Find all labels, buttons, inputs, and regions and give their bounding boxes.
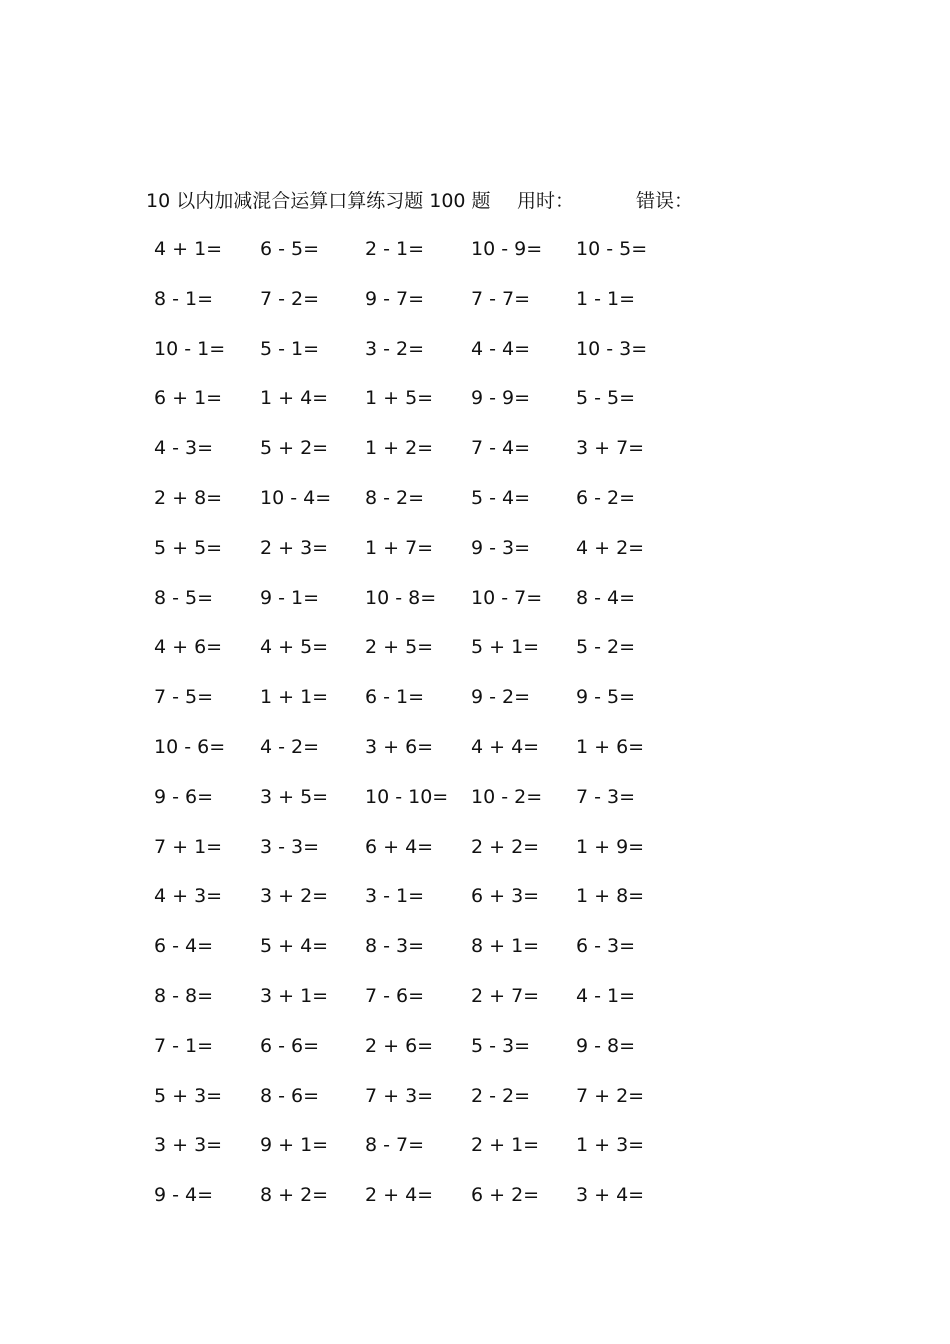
problem-row <box>146 1178 706 1228</box>
problem-row <box>146 282 706 332</box>
problem-cell: 9 - 9= <box>471 387 531 410</box>
problem-cell: 4 + 2= <box>576 536 645 559</box>
problem-cell: 1 + 5= <box>365 387 434 410</box>
problem-cell: 4 + 5= <box>260 636 329 659</box>
problem-cell: 3 + 5= <box>260 785 329 808</box>
problem-cell: 9 - 4= <box>154 1184 214 1207</box>
problem-row <box>146 1079 706 1129</box>
problem-row <box>146 780 706 830</box>
problem-cell: 5 + 1= <box>471 636 540 659</box>
problem-cell: 8 - 1= <box>154 287 214 310</box>
problem-row <box>146 879 706 929</box>
problem-cell: 2 - 2= <box>471 1084 531 1107</box>
problem-row <box>146 481 706 531</box>
problem-grid <box>146 232 706 1228</box>
problem-cell: 4 + 1= <box>154 238 223 260</box>
problem-cell: 4 - 1= <box>576 984 636 1007</box>
problem-cell: 7 - 2= <box>260 287 320 310</box>
problem-cell: 2 + 3= <box>260 536 329 559</box>
problem-cell: 6 - 2= <box>576 486 636 509</box>
problem-cell: 10 - 4= <box>260 486 332 509</box>
problem-cell: 3 + 3= <box>154 1134 223 1157</box>
problem-cell: 1 + 4= <box>260 387 329 410</box>
problem-cell: 6 + 1= <box>154 387 223 410</box>
problem-cell: 7 - 3= <box>576 785 636 808</box>
problem-cell: 4 - 2= <box>260 735 320 758</box>
problem-cell: 5 - 5= <box>576 387 636 410</box>
worksheet-header <box>146 187 866 215</box>
problem-cell: 10 - 1= <box>154 337 226 360</box>
problem-row <box>146 680 706 730</box>
problem-cell: 4 + 6= <box>154 636 223 659</box>
problem-cell: 5 - 4= <box>471 486 531 509</box>
problem-cell: 3 + 4= <box>576 1184 645 1207</box>
problem-cell: 2 + 7= <box>471 984 540 1007</box>
problem-cell: 6 - 4= <box>154 935 214 958</box>
problem-cell: 1 - 1= <box>576 287 636 310</box>
problem-cell: 9 - 3= <box>471 536 531 559</box>
problem-cell: 2 + 5= <box>365 636 434 659</box>
problem-cell: 8 + 1= <box>471 935 540 958</box>
problem-cell: 3 + 1= <box>260 984 329 1007</box>
problem-cell: 9 + 1= <box>260 1134 329 1157</box>
problem-row <box>146 531 706 581</box>
problem-row <box>146 979 706 1029</box>
problem-cell: 8 - 2= <box>365 486 425 509</box>
problem-cell: 7 - 1= <box>154 1034 214 1057</box>
problem-cell: 9 - 6= <box>154 785 214 808</box>
problem-cell: 3 + 2= <box>260 885 329 908</box>
problem-cell: 10 - 10= <box>365 785 449 808</box>
problem-cell: 8 - 7= <box>365 1134 425 1157</box>
problem-cell: 1 + 9= <box>576 835 645 858</box>
problem-cell: 10 - 9= <box>471 238 543 260</box>
problem-cell: 7 + 3= <box>365 1084 434 1107</box>
problem-cell: 7 - 4= <box>471 437 531 460</box>
problem-cell: 10 - 8= <box>365 586 437 609</box>
problem-row <box>146 431 706 481</box>
problem-row <box>146 630 706 680</box>
problem-row <box>146 381 706 431</box>
problem-cell: 5 - 2= <box>576 636 636 659</box>
problem-cell: 7 - 7= <box>471 287 531 310</box>
problem-cell: 10 - 5= <box>576 238 648 260</box>
problem-cell: 6 + 4= <box>365 835 434 858</box>
problem-cell: 9 - 8= <box>576 1034 636 1057</box>
problem-cell: 1 + 1= <box>260 686 329 709</box>
problem-cell: 3 - 1= <box>365 885 425 908</box>
problem-cell: 6 + 3= <box>471 885 540 908</box>
problem-cell: 1 + 8= <box>576 885 645 908</box>
problem-row <box>146 830 706 880</box>
problem-cell: 3 - 3= <box>260 835 320 858</box>
problem-cell: 3 - 2= <box>365 337 425 360</box>
problem-cell: 10 - 3= <box>576 337 648 360</box>
problem-row <box>146 1128 706 1178</box>
problem-cell: 9 - 1= <box>260 586 320 609</box>
problem-cell: 1 + 7= <box>365 536 434 559</box>
errors-label: 错误： <box>636 190 694 212</box>
problem-cell: 4 + 3= <box>154 885 223 908</box>
problem-cell: 8 - 3= <box>365 935 425 958</box>
problem-cell: 6 - 1= <box>365 686 425 709</box>
problem-cell: 2 + 6= <box>365 1034 434 1057</box>
problem-cell: 2 - 1= <box>365 238 425 260</box>
problem-cell: 8 + 2= <box>260 1184 329 1207</box>
problem-row <box>146 730 706 780</box>
problem-cell: 1 + 2= <box>365 437 434 460</box>
problem-cell: 6 - 6= <box>260 1034 320 1057</box>
worksheet-title: 10 以内加减混合运算口算练习题 100 题 <box>146 190 491 212</box>
problem-row <box>146 929 706 979</box>
problem-cell: 7 + 2= <box>576 1084 645 1107</box>
problem-cell: 8 - 8= <box>154 984 214 1007</box>
problem-cell: 10 - 2= <box>471 785 543 808</box>
problem-row <box>146 232 706 282</box>
problem-cell: 9 - 7= <box>365 287 425 310</box>
problem-cell: 3 + 7= <box>576 437 645 460</box>
problem-cell: 2 + 4= <box>365 1184 434 1207</box>
problem-cell: 1 + 3= <box>576 1134 645 1157</box>
problem-cell: 7 - 6= <box>365 984 425 1007</box>
time-label: 用时： <box>517 190 575 212</box>
problem-cell: 1 + 6= <box>576 735 645 758</box>
problem-cell: 8 - 4= <box>576 586 636 609</box>
problem-cell: 9 - 5= <box>576 686 636 709</box>
problem-cell: 5 + 4= <box>260 935 329 958</box>
problem-row <box>146 1029 706 1079</box>
problem-cell: 9 - 2= <box>471 686 531 709</box>
problem-row <box>146 581 706 631</box>
problem-cell: 8 - 6= <box>260 1084 320 1107</box>
problem-cell: 5 + 3= <box>154 1084 223 1107</box>
problem-cell: 3 + 6= <box>365 735 434 758</box>
problem-cell: 6 - 3= <box>576 935 636 958</box>
problem-cell: 4 - 4= <box>471 337 531 360</box>
problem-cell: 5 - 1= <box>260 337 320 360</box>
problem-cell: 4 - 3= <box>154 437 214 460</box>
problem-cell: 5 - 3= <box>471 1034 531 1057</box>
problem-cell: 4 + 4= <box>471 735 540 758</box>
problem-cell: 10 - 7= <box>471 586 543 609</box>
problem-cell: 7 + 1= <box>154 835 223 858</box>
problem-cell: 8 - 5= <box>154 586 214 609</box>
problem-row <box>146 332 706 382</box>
problem-cell: 2 + 2= <box>471 835 540 858</box>
problem-cell: 5 + 5= <box>154 536 223 559</box>
problem-cell: 7 - 5= <box>154 686 214 709</box>
problem-cell: 5 + 2= <box>260 437 329 460</box>
problem-cell: 6 - 5= <box>260 238 320 260</box>
problem-cell: 6 + 2= <box>471 1184 540 1207</box>
problem-cell: 10 - 6= <box>154 735 226 758</box>
problem-cell: 2 + 8= <box>154 486 223 509</box>
problem-cell: 2 + 1= <box>471 1134 540 1157</box>
